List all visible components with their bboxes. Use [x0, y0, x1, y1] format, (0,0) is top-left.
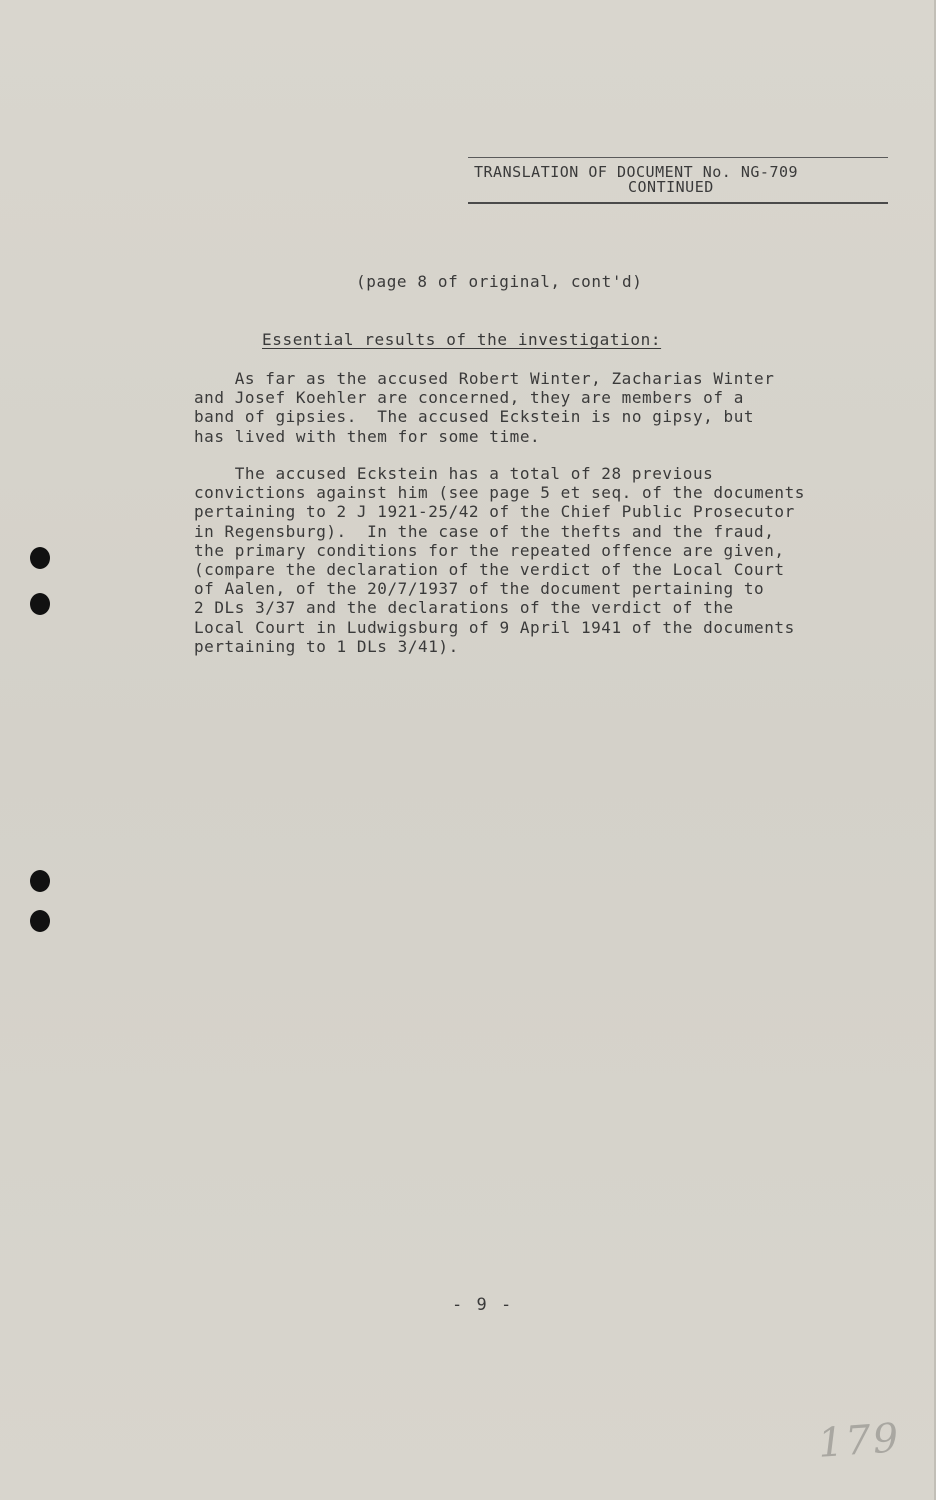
header-title: TRANSLATION OF DOCUMENT No. NG-709: [474, 163, 799, 181]
header-top-rule: [468, 157, 888, 158]
document-header: [468, 157, 892, 204]
header-bottom-rule: [468, 202, 888, 204]
paragraph-2: The accused Eckstein has a total of 28 previous convictions against him (see page 5 et seq. of the documents pertaining to 2 J 1921-25/42 of the Chief Public Prosecutor in Regensburg). In the case of the thefts and the fraud, the primary conditions for the repeated offence are given, (compare the declaration of the verdict of the Local Court of Aalen, of the 20/7/1937 of the document pertaining to 2 DLs 3/37 and the declarations of the verdict of the Local Court in Ludwigsburg of 9 April 1941 of the documents pertaining to 1 DLs 3/41).: [194, 464, 805, 656]
section-heading: Essential results of the investigation:: [262, 330, 662, 349]
paragraph-1: As far as the accused Robert Winter, Zacharias Winter and Josef Koehler are concerned, they are members of a band of gipsies. The accused Eckstein is no gipsy, but has lived with them for some time.: [194, 369, 775, 446]
header-subtitle: CONTINUED: [628, 178, 714, 196]
handwritten-page-stamp: 179: [816, 1415, 902, 1467]
punch-hole-icon: [30, 593, 50, 615]
original-page-reference: (page 8 of original, cont'd): [356, 272, 643, 291]
punch-hole-icon: [30, 870, 50, 892]
punch-hole-icon: [30, 547, 50, 569]
page-number: - 9 -: [452, 1295, 514, 1315]
punch-hole-icon: [30, 910, 50, 932]
